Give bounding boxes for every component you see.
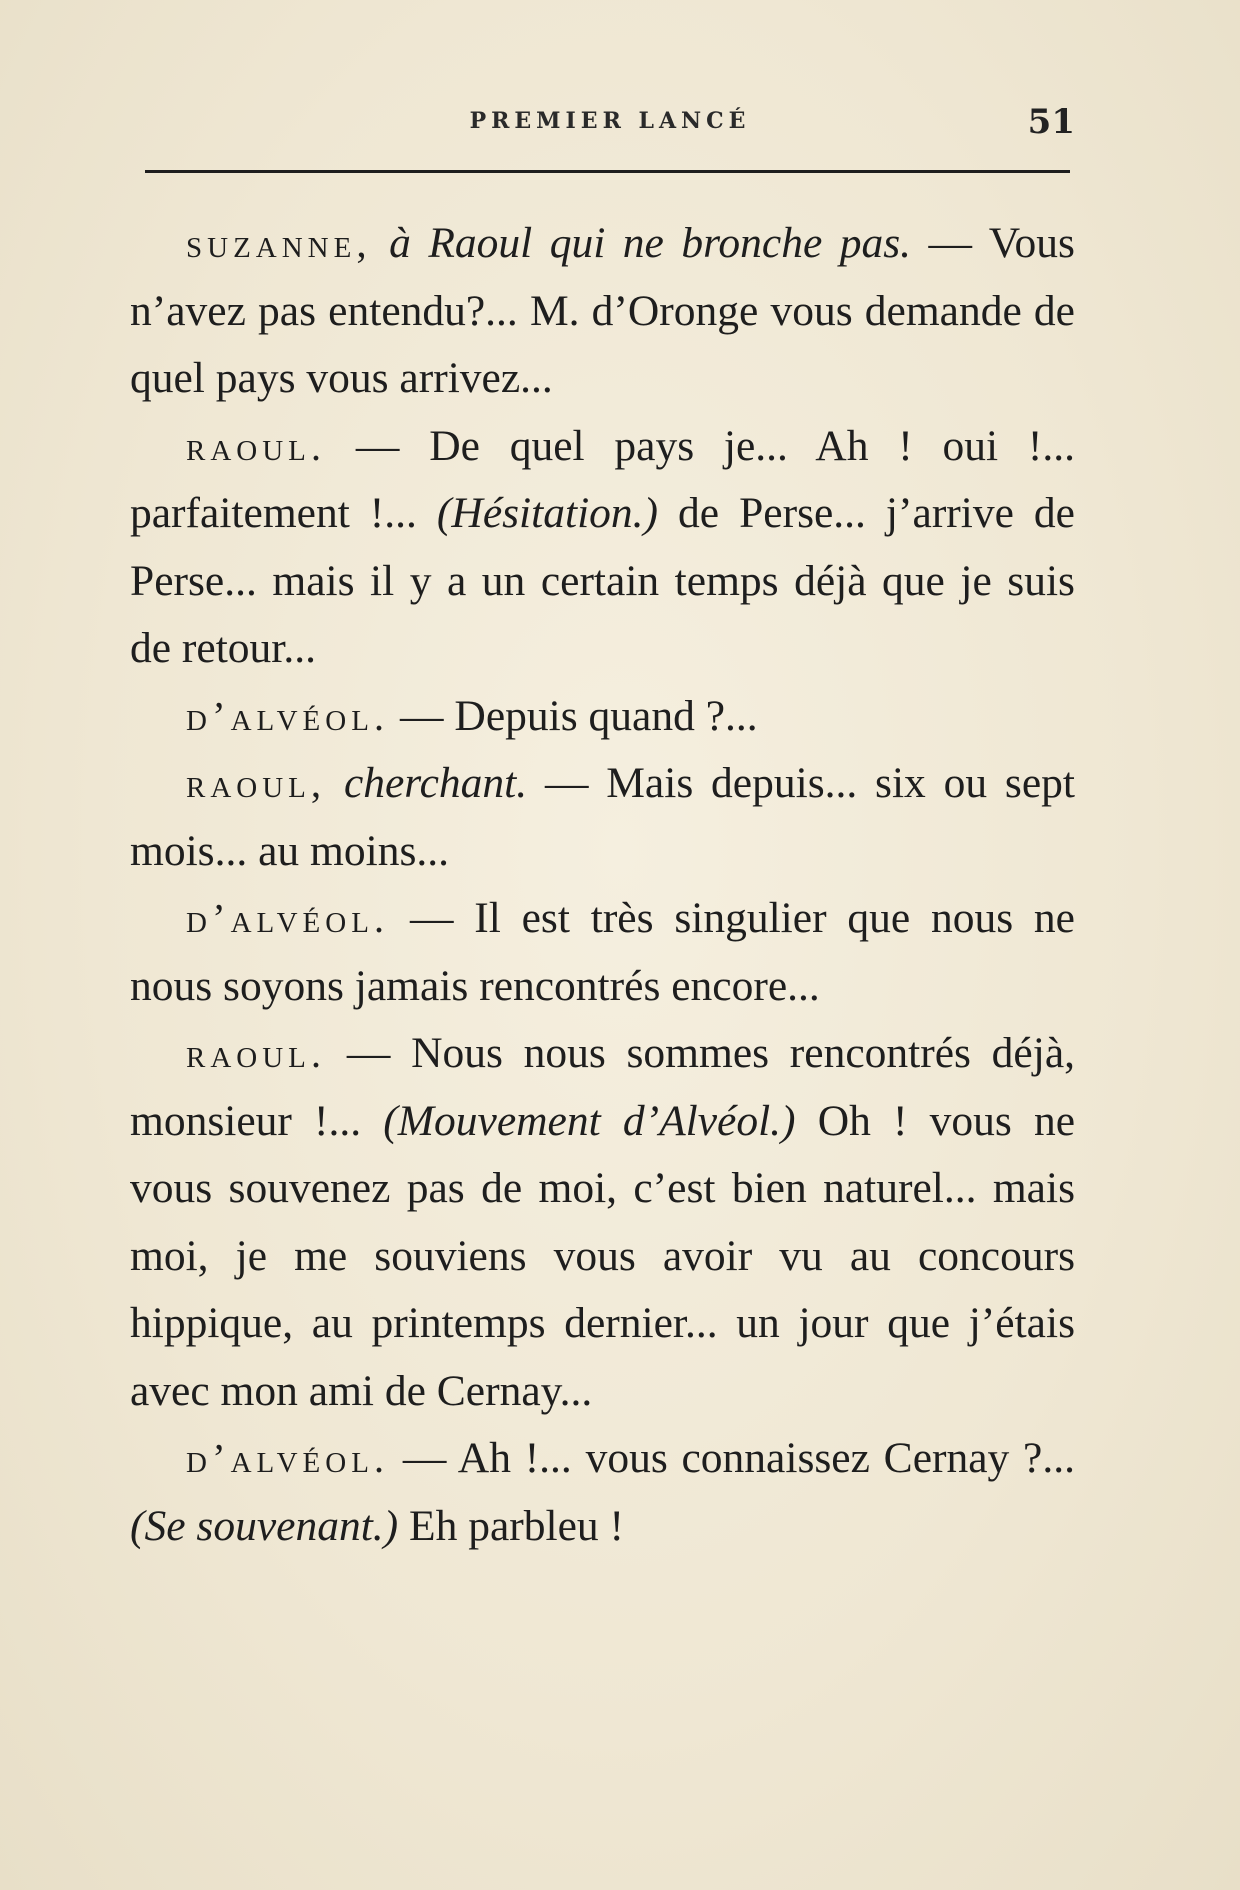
stage-direction: cherchant. [326, 759, 528, 807]
speaker-name: raoul. [186, 1030, 327, 1076]
speaker-name: raoul, [186, 760, 327, 806]
line-text: — Vous n’avez pas entendu?... M. d’Oronge vous demande de quel pays vous arrivez... [130, 219, 1075, 402]
dialogue-paragraph [130, 413, 1075, 683]
dialogue-paragraph [130, 683, 1075, 751]
speaker-name: d’alvéol. [186, 895, 390, 941]
line-text: — Nous nous sommes rencontrés déjà, monsieur !... [130, 1029, 1075, 1145]
dialogue-paragraph [130, 885, 1075, 1020]
line-text: — Mais depuis... six ou sept mois... au moins... [130, 759, 1075, 875]
dialogue-paragraph [130, 210, 1075, 413]
stage-direction: (Mouvement d’Alvéol.) [383, 1096, 796, 1145]
stage-direction: (Se souvenant.) [130, 1501, 399, 1550]
stage-direction: (Hésitation.) [436, 489, 659, 537]
line-text: — Il est très singulier que nous ne nous soyons jamais rencontrés encore... [130, 894, 1075, 1010]
speaker-name: d’alvéol. [186, 1435, 390, 1481]
stage-direction: à Raoul qui ne bronche pas. [371, 219, 912, 267]
line-text: — Depuis quand ?... [389, 691, 758, 740]
dialogue-text [130, 210, 1075, 1560]
running-head [145, 100, 1075, 140]
speaker-name: raoul. [186, 422, 327, 469]
dialogue-paragraph [130, 750, 1075, 885]
line-text: Oh ! vous ne vous souvenez pas de moi, c’est bien naturel... mais moi, je me souviens vous avoir vu au concours hippique, au printemps dernier... un jour que j’étais avec mon ami de Cernay... [130, 1096, 1075, 1415]
page-number: 51 [1027, 102, 1075, 142]
line-text: — De quel pays je... Ah ! oui !... parfaitement !... [130, 421, 1075, 537]
running-title: PREMIER LANCÉ [469, 108, 751, 134]
header-rule [145, 170, 1070, 173]
dialogue-paragraph [130, 1020, 1075, 1425]
line-text: — Ah !... vous connaissez Cernay ?... [389, 1434, 1075, 1482]
dialogue-paragraph [130, 1425, 1075, 1560]
line-text: de Perse... j’arrive de Perse... mais il y a un certain temps déjà que je suis de retour... [130, 489, 1075, 672]
speaker-name: d’alvéol. [186, 692, 390, 739]
speaker-name: suzanne, [186, 220, 372, 266]
line-text: Eh parbleu ! [398, 1501, 625, 1550]
